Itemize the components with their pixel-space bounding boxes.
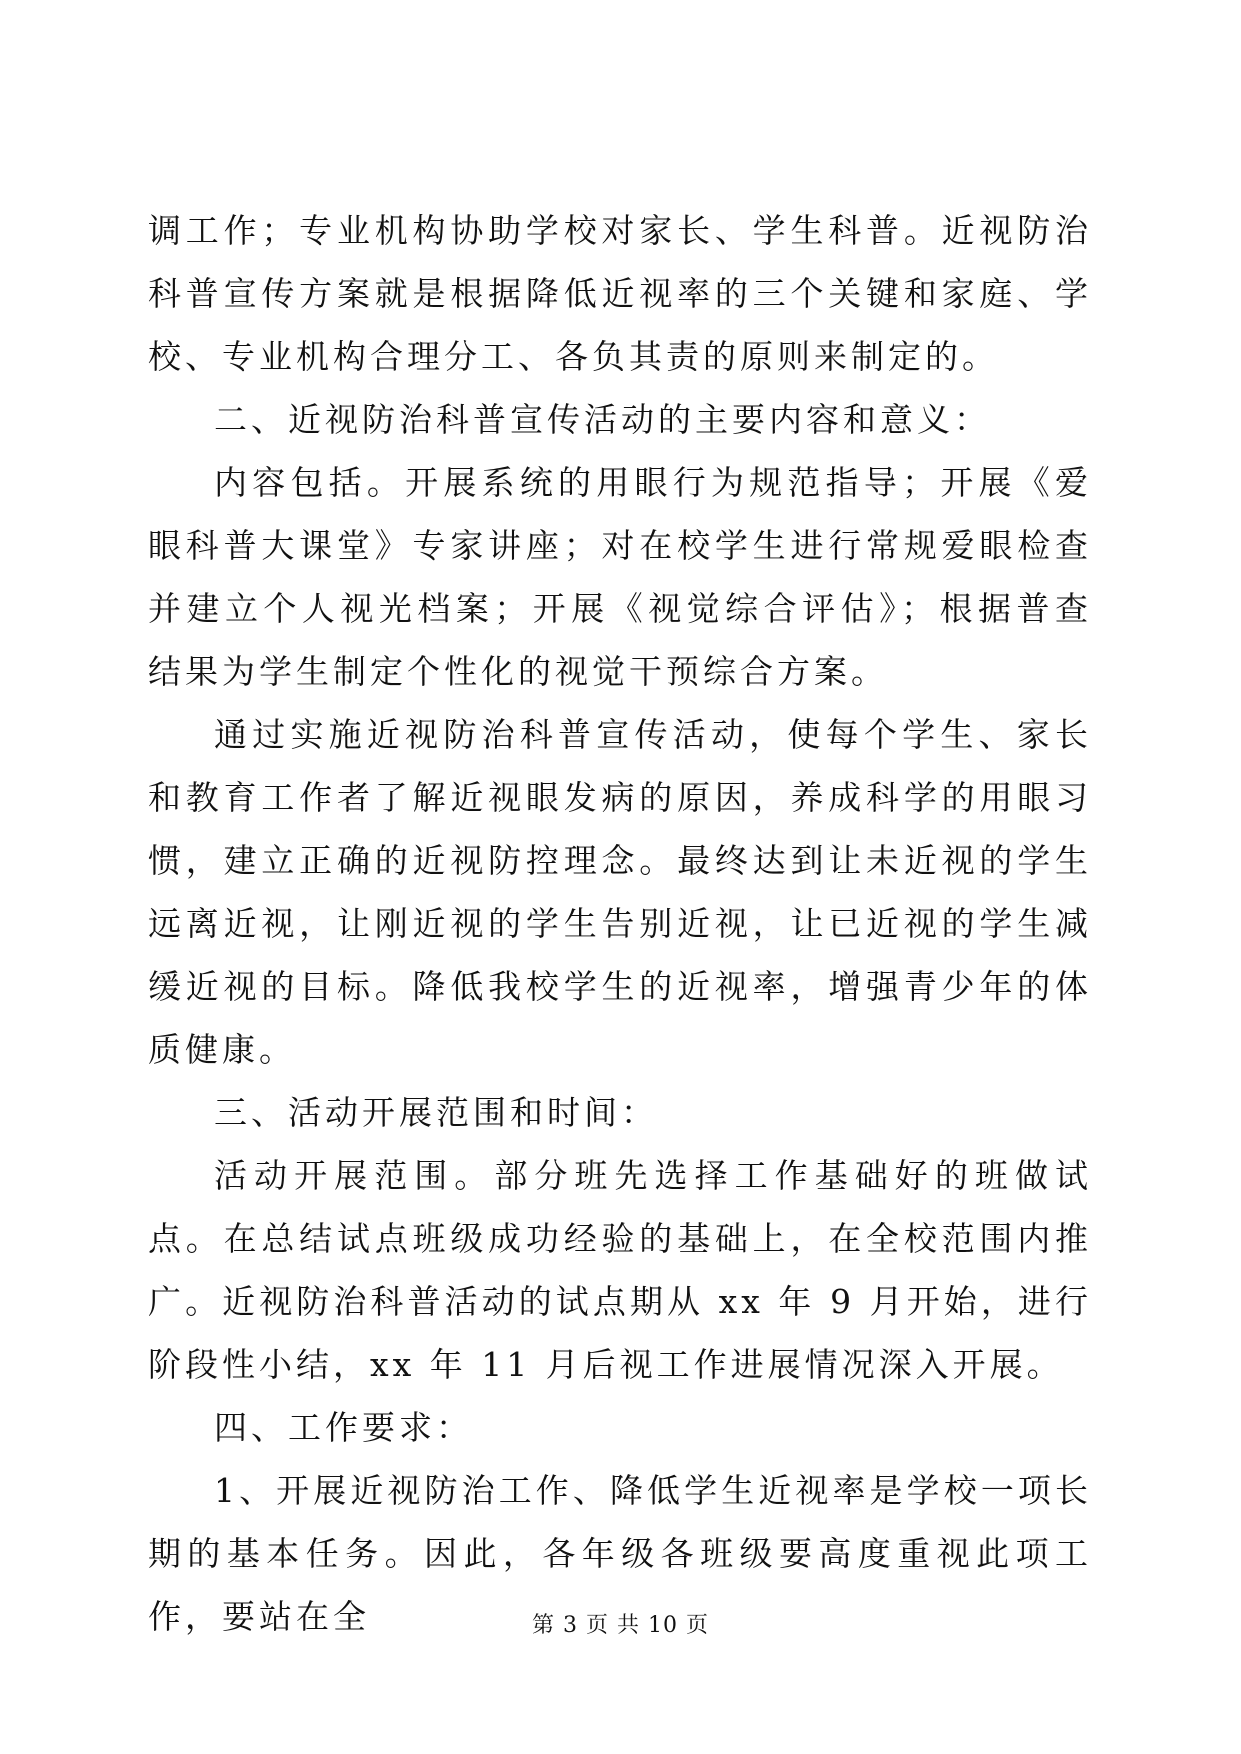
section-heading-4: 四、工作要求： [214, 1408, 473, 1447]
page-number-footer: 第 3 页 共 10 页 [532, 1613, 709, 1638]
section-heading-2: 二、近视防治科普宣传活动的主要内容和意义： [214, 400, 991, 439]
paragraph-scope: 活动开展范围。部分班先选择工作基础好的班做试点。在总结试点班级成功经验的基础上，在全校范围内推广。近视防治科普活动的试点期从 xx 年 9 月开始，进行阶段性小结，xx 年 11 月后视工作进展情况深入开展。 [148, 1156, 1092, 1384]
section-heading-3: 三、活动开展范围和时间： [214, 1093, 658, 1132]
paragraph-content: 内容包括。开展系统的用眼行为规范指导；开展《爱眼科普大课堂》专家讲座；对在校学生进行常规爱眼检查并建立个人视光档案；开展《视觉综合评估》；根据普查结果为学生制定个性化的视觉干预综合方案。 [148, 463, 1092, 691]
paragraph-significance: 通过实施近视防治科普宣传活动，使每个学生、家长和教育工作者了解近视眼发病的原因，养成科学的用眼习惯，建立正确的近视防控理念。最终达到让未近视的学生远离近视，让刚近视的学生告别近视，让已近视的学生减缓近视的目标。降低我校学生的近视率，增强青少年的体质健康。 [148, 715, 1092, 1069]
paragraph-continuation: 调工作；专业机构协助学校对家长、学生科普。近视防治科普宣传方案就是根据降低近视率的三个关键和家庭、学校、专业机构合理分工、各负其责的原则来制定的。 [148, 211, 1092, 376]
paragraph-requirement-1: 1、开展近视防治工作、降低学生近视率是学校一项长期的基本任务。因此，各年级各班级要高度重视此项工作，要站在全 [148, 1471, 1092, 1636]
document-body [148, 199, 1092, 1648]
